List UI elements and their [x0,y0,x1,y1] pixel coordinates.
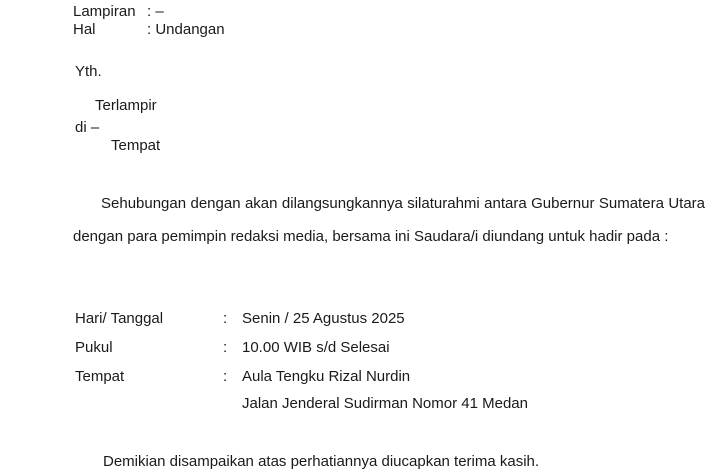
lampiran-value: : – [147,3,164,20]
body-paragraph [73,188,705,253]
detail-label-date: Hari/ Tanggal [75,310,164,327]
body-paragraph-text: Sehubungan dengan akan dilangsungkannya silaturahmi antara Gubernur Sumatera Utara dengan para pemimpin redaksi media, bersama ini Saudara/i diundang untuk hadir pada : [73,195,705,245]
detail-label-place: Tempat [75,368,125,385]
hal-label: Hal [73,21,96,38]
detail-colon-time: : [223,339,228,356]
detail-value-date: Senin / 25 Agustus 2025 [242,310,405,327]
salutation: Yth. [75,63,102,80]
place-line: Tempat [111,137,161,154]
lampiran-label: Lampiran [73,3,136,20]
di-line: di – [75,119,100,136]
detail-label-time: Pukul [75,339,113,356]
detail-value-time: 10.00 WIB s/d Selesai [242,339,390,356]
address-line: Jalan Jenderal Sudirman Nomor 41 Medan [242,395,528,412]
addressee: Terlampir [95,97,157,114]
closing-line: Demikian disampaikan atas perhatiannya diucapkan terima kasih. [103,453,540,470]
detail-colon-place: : [223,368,228,385]
detail-value-place: Aula Tengku Rizal Nurdin [242,368,411,385]
detail-colon-date: : [223,310,228,327]
hal-value: : Undangan [147,21,225,38]
